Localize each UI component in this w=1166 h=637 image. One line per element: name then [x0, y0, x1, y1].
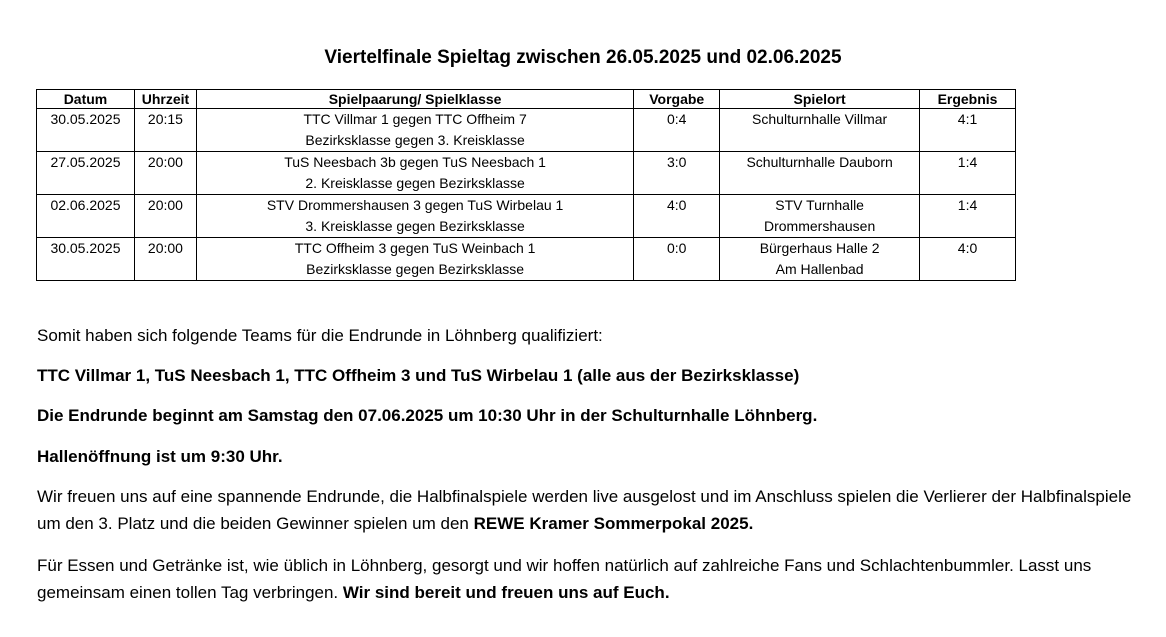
header-spielpaarung: Spielpaarung/ Spielklasse: [196, 90, 633, 109]
spielort-line1: Bürgerhaus Halle 2: [759, 240, 880, 256]
cell-vorgabe: 0:0: [634, 238, 720, 281]
cell-spielort: [720, 238, 920, 281]
cell-datum: 30.05.2025: [37, 109, 135, 152]
cell-vorgabe: 3:0: [634, 152, 720, 195]
qualified-intro: Somit haben sich folgende Teams für die Endrunde in Löhnberg qualifiziert:: [37, 326, 603, 345]
cell-datum: 02.06.2025: [37, 195, 135, 238]
essen-paragraph: [37, 552, 1147, 606]
cell-spielpaarung: [196, 152, 633, 195]
spielort-line1: Schulturnhalle Dauborn: [746, 154, 893, 170]
spielort-line2: Am Hallenbad: [775, 261, 864, 277]
table-row: [37, 195, 1016, 238]
header-spielort: Spielort: [720, 90, 920, 109]
cell-vorgabe: 4:0: [634, 195, 720, 238]
hallenoeffnung: Hallenöffnung ist um 9:30 Uhr.: [37, 447, 283, 466]
endrunde-text: Wir freuen uns auf eine spannende Endrunde, die Halbfinalspiele werden live ausgelost und im Anschluss spielen die Verlierer der Halbfinalspiele um den 3. Platz und die beiden Gewinner spielen um den: [37, 487, 1132, 533]
cell-uhrzeit: 20:00: [134, 238, 196, 281]
cell-spielort: [720, 195, 920, 238]
cell-ergebnis: 4:1: [920, 109, 1016, 152]
cell-uhrzeit: 20:15: [134, 109, 196, 152]
cell-uhrzeit: 20:00: [134, 195, 196, 238]
header-uhrzeit: Uhrzeit: [134, 90, 196, 109]
qualified-teams: TTC Villmar 1, TuS Neesbach 1, TTC Offheim 3 und TuS Wirbelau 1 (alle aus der Bezirksklasse): [37, 366, 800, 385]
table-header-row: [37, 90, 1016, 109]
table-row: [37, 238, 1016, 281]
spielort-line2: Drommershausen: [763, 218, 876, 234]
cell-spielpaarung: [196, 195, 633, 238]
cell-spielpaarung: [196, 238, 633, 281]
essen-text: Für Essen und Getränke ist, wie üblich in Löhnberg, gesorgt und wir hoffen natürlich auf zahlreiche Fans und Schlachtenbummler. Lasst uns gemeinsam einen tollen Tag verbringen.: [37, 556, 1092, 602]
spielort-line1: Schulturnhalle Villmar: [752, 111, 888, 127]
paarung-text: TTC Offheim 3 gegen TuS Weinbach 1: [294, 240, 536, 256]
endrunde-paragraph: [37, 483, 1147, 537]
cell-datum: 30.05.2025: [37, 238, 135, 281]
spielort-line1: STV Turnhalle: [775, 197, 864, 213]
paarung-text: TuS Neesbach 3b gegen TuS Neesbach 1: [284, 154, 546, 170]
cell-spielort: [720, 152, 920, 195]
page-title: Viertelfinale Spieltag zwischen 26.05.2025 und 02.06.2025: [324, 47, 842, 68]
cell-vorgabe: 0:4: [634, 109, 720, 152]
spielklasse-text: Bezirksklasse gegen Bezirksklasse: [306, 261, 525, 277]
header-datum: Datum: [37, 90, 135, 109]
spielklasse-text: 3. Kreisklasse gegen Bezirksklasse: [305, 218, 525, 234]
table-row: [37, 152, 1016, 195]
cell-ergebnis: 1:4: [920, 195, 1016, 238]
cell-ergebnis: 1:4: [920, 152, 1016, 195]
cell-spielpaarung: [196, 109, 633, 152]
closing-statement: Wir sind bereit und freuen uns auf Euch.: [342, 583, 670, 602]
spielklasse-text: 2. Kreisklasse gegen Bezirksklasse: [305, 175, 525, 191]
header-ergebnis: Ergebnis: [920, 90, 1016, 109]
cell-datum: 27.05.2025: [37, 152, 135, 195]
spielklasse-text: Bezirksklasse gegen 3. Kreisklasse: [305, 132, 525, 148]
cell-uhrzeit: 20:00: [134, 152, 196, 195]
cell-ergebnis: 4:0: [920, 238, 1016, 281]
header-vorgabe: Vorgabe: [634, 90, 720, 109]
table-row: [37, 109, 1016, 152]
match-table: [36, 89, 1016, 281]
paarung-text: STV Drommershausen 3 gegen TuS Wirbelau 1: [266, 197, 564, 213]
cell-spielort: [720, 109, 920, 152]
pokal-name: REWE Kramer Sommerpokal 2025.: [473, 514, 754, 533]
endrunde-start: Die Endrunde beginnt am Samstag den 07.06.2025 um 10:30 Uhr in der Schulturnhalle Löhnberg.: [37, 406, 818, 425]
paarung-text: TTC Villmar 1 gegen TTC Offheim 7: [303, 111, 527, 127]
